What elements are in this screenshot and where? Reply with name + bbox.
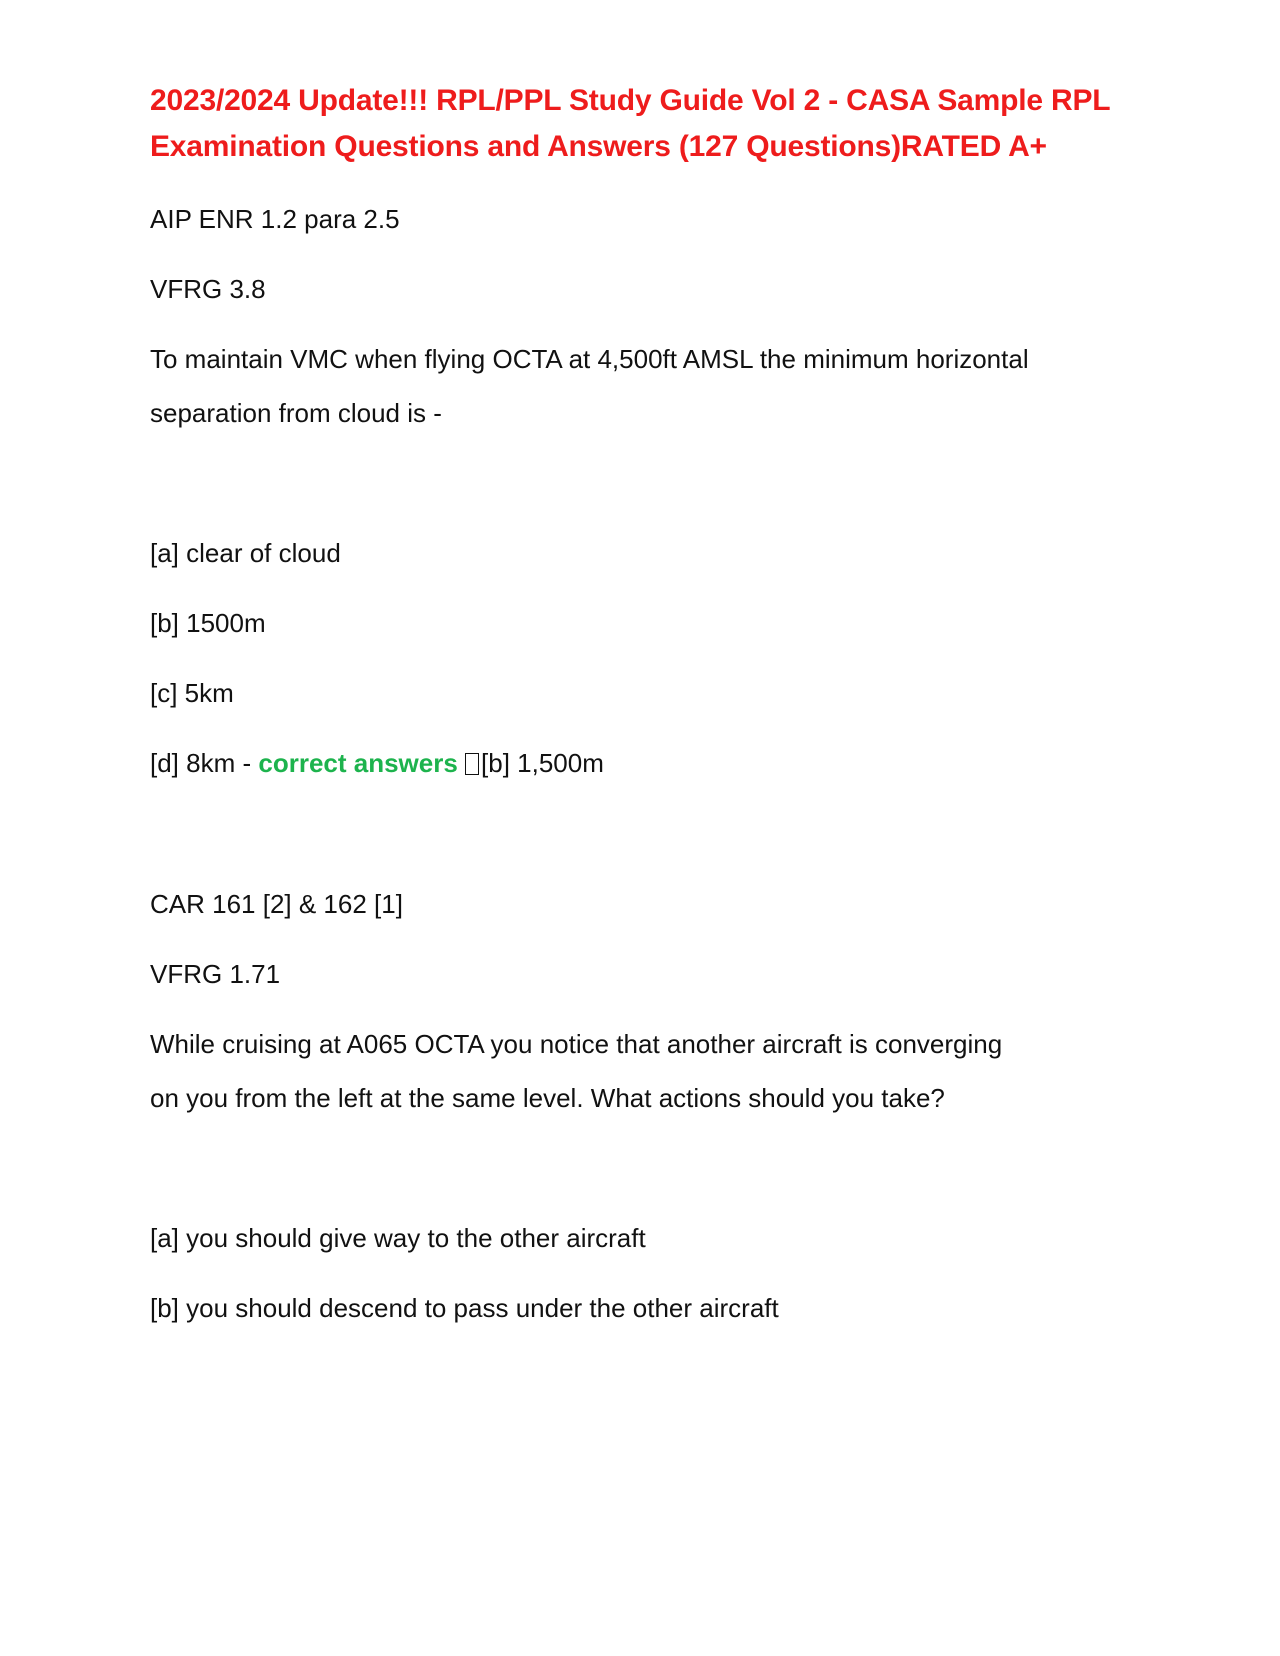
q1-reference-vfrg: VFRG 3.8 bbox=[150, 274, 266, 304]
q1-question-line-2: separation from cloud is - bbox=[150, 398, 442, 428]
document-title: 2023/2024 Update!!! RPL/PPL Study Guide Vol 2 - CASA Sample RPL Examination Questions and Answers (127 Questions)RATED A+ bbox=[150, 84, 1110, 163]
q1-option-c: [c] 5km bbox=[150, 678, 234, 708]
document-page bbox=[150, 70, 1140, 1323]
q2-reference-car: CAR 161 [2] & 162 [1] bbox=[150, 889, 403, 919]
correct-answers-label: correct answers bbox=[258, 748, 466, 778]
q1-option-b: [b] 1500m bbox=[150, 608, 266, 638]
missing-glyph-box-icon bbox=[465, 753, 479, 775]
q1-reference-aip: AIP ENR 1.2 para 2.5 bbox=[150, 204, 400, 234]
q1-question-line-1: To maintain VMC when flying OCTA at 4,500ft AMSL the minimum horizontal bbox=[150, 344, 1029, 374]
q1-option-a: [a] clear of cloud bbox=[150, 538, 341, 568]
q2-reference-vfrg: VFRG 1.71 bbox=[150, 959, 281, 989]
q2-option-b: [b] you should descend to pass under the other aircraft bbox=[150, 1293, 779, 1323]
q2-option-a: [a] you should give way to the other aircraft bbox=[150, 1223, 646, 1253]
q1-option-d-line bbox=[150, 746, 604, 780]
q1-option-d: [d] 8km - bbox=[150, 748, 259, 778]
q2-question-line-2: on you from the left at the same level. What actions should you take? bbox=[150, 1083, 945, 1113]
q2-question-line-1: While cruising at A065 OCTA you notice that another aircraft is converging bbox=[150, 1029, 1003, 1059]
q1-answer: [b] 1,500m bbox=[481, 748, 604, 778]
